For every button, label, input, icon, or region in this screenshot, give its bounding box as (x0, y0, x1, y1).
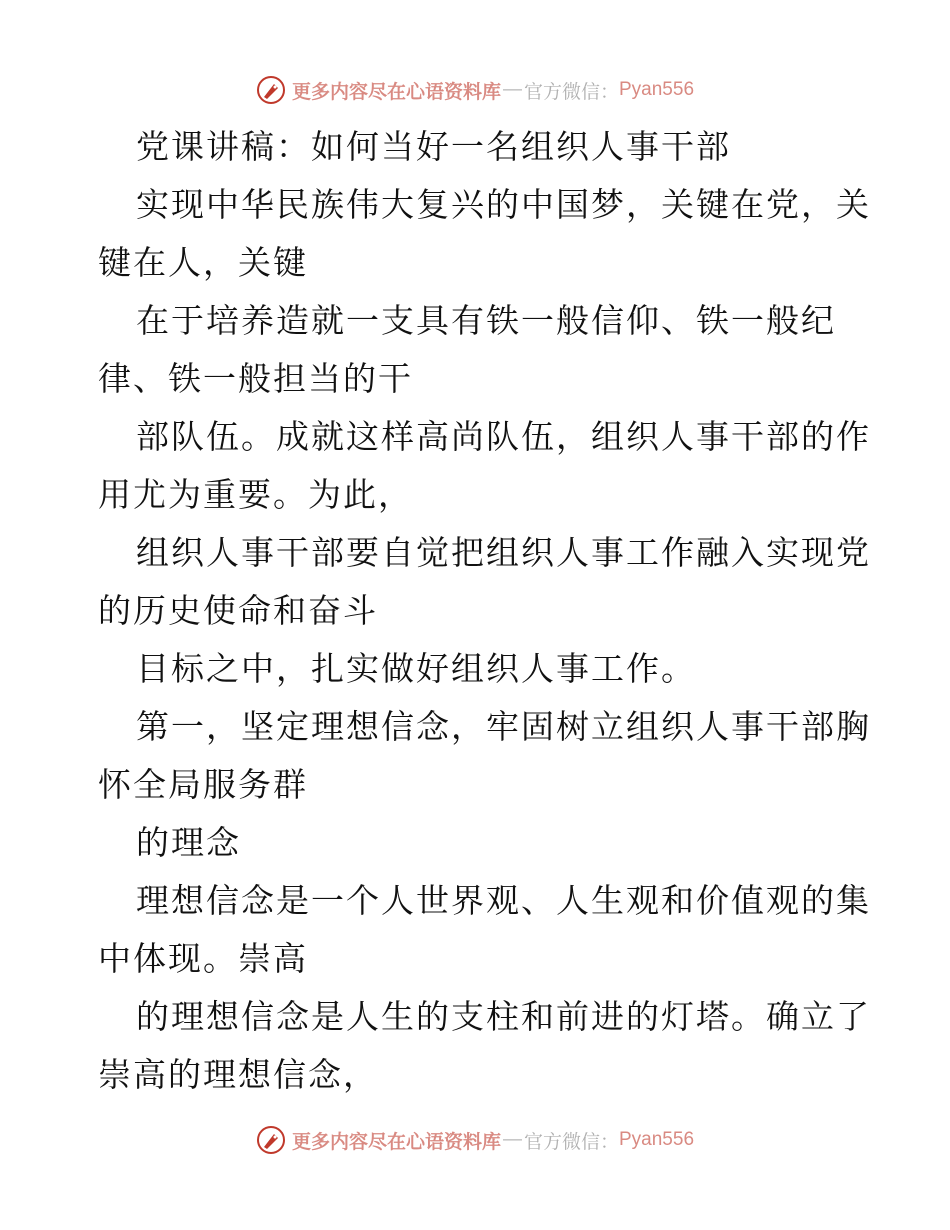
document-title: 党课讲稿：如何当好一名组织人事干部 (136, 127, 731, 166)
text-line: 第一，坚定理想信念，牢固树立组织人事干部胸 (136, 707, 871, 746)
text-line: 用尤为重要。为此， (98, 475, 413, 514)
text-line: 的理想信念是人生的支柱和前进的灯塔。确立了 (136, 997, 871, 1036)
text-line: 部队伍。成就这样高尚队伍，组织人事干部的作 (136, 417, 871, 456)
text-line: 崇高的理想信念， (98, 1055, 378, 1094)
header-watermark (0, 70, 950, 110)
watermark-brand: 更多内容尽在心语资料库 (291, 1130, 501, 1153)
text-line: 实现中华民族伟大复兴的中国梦，关键在党，关 (136, 185, 871, 224)
watermark-dash: — (502, 79, 522, 100)
text-line: 在于培养造就一支具有铁一般信仰、铁一般纪 (136, 301, 836, 340)
text-line: 中体现。崇高 (98, 939, 308, 978)
watermark-contact-id: Pyan556 (619, 79, 695, 100)
text-line: 目标之中，扎实做好组织人事工作。 (136, 649, 696, 688)
watermark-contact-id: Pyan556 (619, 1129, 695, 1150)
text-line: 键在人，关键 (98, 243, 308, 282)
document-body (98, 118, 871, 1104)
text-line: 组织人事干部要自觉把组织人事工作融入实现党 (136, 533, 871, 572)
watermark-contact-label: 官方微信： (523, 1130, 619, 1153)
pen-nib-logo-icon (256, 1125, 286, 1155)
watermark-contact-label: 官方微信： (523, 80, 619, 103)
watermark-dash: — (502, 1129, 522, 1150)
watermark-brand: 更多内容尽在心语资料库 (291, 80, 501, 103)
text-line: 律、铁一般担当的干 (98, 359, 413, 398)
text-line: 的理念 (136, 823, 241, 862)
pen-nib-logo-icon (256, 75, 286, 105)
text-line: 怀全局服务群 (98, 765, 308, 804)
text-line: 的历史使命和奋斗 (98, 591, 378, 630)
text-line: 理想信念是一个人世界观、人生观和价值观的集 (136, 881, 871, 920)
footer-watermark (0, 1120, 950, 1160)
